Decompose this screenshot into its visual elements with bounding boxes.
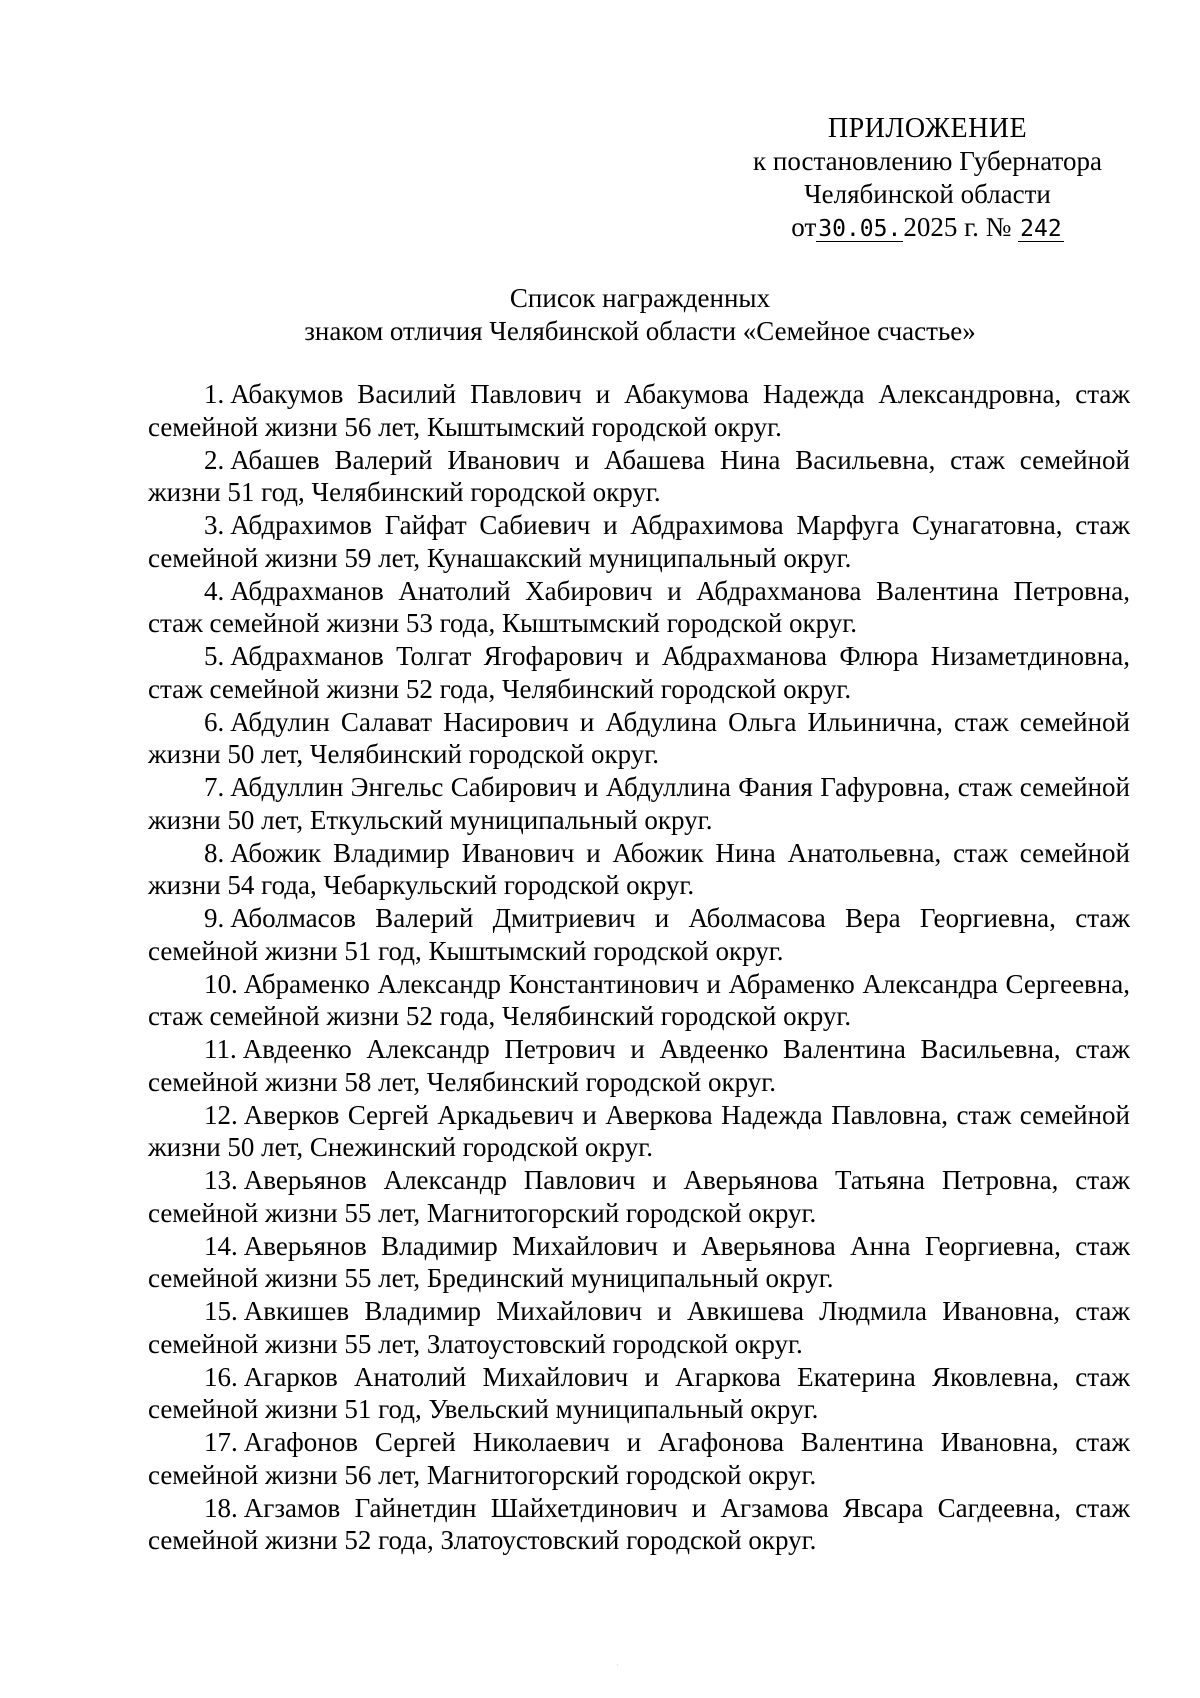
list-item-text: Абдрахимов Гайфат Сабиевич и Абдрахимова Марфуга Сунагатовна, стаж семейной жизни 59 лет, Кунашакский муниципальный округ. — [148, 510, 1130, 573]
list-item — [148, 640, 1130, 705]
list-item — [148, 509, 1130, 574]
date-suffix: 2025 г. № — [903, 212, 1012, 242]
page-dot: · — [616, 1661, 619, 1670]
list-item-text: Абдулин Салават Насирович и Абдулина Ольга Ильинична, стаж семейной жизни 50 лет, Челябинский городской округ. — [148, 706, 1130, 769]
list-item-text: Агафонов Сергей Николаевич и Агафонова Валентина Ивановна, стаж семейной жизни 56 лет, Магнитогорский городской округ. — [148, 1427, 1130, 1490]
list-item — [148, 1099, 1130, 1164]
list-item — [148, 1361, 1130, 1426]
list-item-text: Абдуллин Энгельс Сабирович и Абдуллина Фания Гафуровна, стаж семейной жизни 50 лет, Еткульский муниципальный округ. — [148, 772, 1130, 835]
list-item-number: 12. — [204, 1099, 238, 1130]
appendix-date-line — [735, 211, 1120, 244]
list-item — [148, 706, 1130, 771]
list-item — [148, 902, 1130, 967]
list-item-number: 6. — [204, 706, 225, 737]
list-item — [148, 771, 1130, 836]
list-item — [148, 837, 1130, 902]
list-item-number: 18. — [204, 1492, 238, 1523]
appendix-heading: ПРИЛОЖЕНИЕ — [827, 113, 1028, 144]
list-item — [148, 1230, 1130, 1295]
awardees-list — [148, 378, 1130, 1557]
list-item-number: 14. — [204, 1230, 238, 1261]
list-item-text: Абожик Владимир Иванович и Абожик Нина Анатольевна, стаж семейной жизни 54 года, Чебаркульский городской округ. — [148, 837, 1130, 900]
list-item-text: Агарков Анатолий Михайлович и Агаркова Екатерина Яковлевна, стаж семейной жизни 51 год, Увельский муниципальный округ. — [148, 1361, 1130, 1424]
list-item-text: Агзамов Гайнетдин Шайхетдинович и Агзамова Явсара Сагдеевна, стаж семейной жизни 52 года, Златоустовский городской округ. — [148, 1492, 1130, 1555]
list-item-text: Абакумов Василий Павлович и Абакумова Надежда Александровна, стаж семейной жизни 56 лет, Кыштымский городской округ. — [148, 379, 1130, 442]
list-item-text: Аверков Сергей Аркадьевич и Аверкова Надежда Павловна, стаж семейной жизни 50 лет, Снежинский городской округ. — [148, 1099, 1130, 1162]
list-item — [148, 1426, 1130, 1491]
list-item-number: 17. — [204, 1427, 238, 1457]
date-prefix: от — [791, 212, 817, 242]
list-item — [148, 444, 1130, 509]
list-item-text: Аболмасов Валерий Дмитриевич и Аболмасова Вера Георгиевна, стаж семейной жизни 51 год, Кыштымский городской округ. — [148, 903, 1130, 966]
decree-number: 242 — [1020, 216, 1062, 242]
list-item-text: Авдеенко Александр Петрович и Авдеенко Валентина Васильевна, стаж семейной жизни 58 лет, Челябинский городской округ. — [148, 1034, 1130, 1097]
list-item-number: 15. — [204, 1296, 238, 1326]
appendix-header — [735, 112, 1120, 244]
date-value: 30.05. — [818, 216, 902, 242]
list-item-number: 11. — [204, 1034, 237, 1064]
title-line-2: знаком отличия Челябинской области «Семейное счастье» — [304, 316, 976, 346]
list-item-number: 10. — [204, 968, 238, 999]
appendix-decree-line: к постановлению Губернатора — [753, 146, 1102, 176]
list-item-text: Авкишев Владимир Михайлович и Авкишева Людмила Ивановна, стаж семейной жизни 55 лет, Златоустовский городской округ. — [148, 1296, 1130, 1359]
list-item — [148, 1492, 1130, 1557]
list-item-text: Абдрахманов Толгат Ягофарович и Абдрахманова Флюра Низаметдиновна, стаж семейной жизни 52 года, Челябинский городской округ. — [148, 641, 1130, 704]
list-item-number: 2. — [204, 444, 225, 475]
list-item-number: 4. — [204, 575, 225, 606]
list-item-text: Аверьянов Владимир Михайлович и Аверьянова Анна Георгиевна, стаж семейной жизни 55 лет, Брединский муниципальный округ. — [148, 1230, 1130, 1293]
list-item — [148, 1295, 1130, 1360]
list-item — [148, 968, 1130, 1033]
list-item-text: Абраменко Александр Константинович и Абраменко Александра Сергеевна, стаж семейной жизни 52 года, Челябинский городской округ. — [148, 968, 1130, 1031]
list-item-number: 5. — [204, 641, 225, 671]
list-item-number: 9. — [204, 903, 225, 933]
list-item — [148, 1033, 1130, 1098]
list-item-text: Абдрахманов Анатолий Хабирович и Абдрахманова Валентина Петровна, стаж семейной жизни 53 года, Кыштымский городской округ. — [148, 575, 1130, 638]
list-item — [148, 378, 1130, 443]
list-item-text: Абашев Валерий Иванович и Абашева Нина Васильевна, стаж семейной жизни 51 год, Челябинский городской округ. — [148, 444, 1130, 507]
list-item-number: 16. — [204, 1361, 238, 1392]
appendix-region-line: Челябинской области — [804, 179, 1051, 209]
list-item-number: 1. — [204, 379, 225, 409]
list-item-number: 13. — [204, 1165, 238, 1195]
list-item-text: Аверьянов Александр Павлович и Аверьянова Татьяна Петровна, стаж семейной жизни 55 лет, Магнитогорский городской округ. — [148, 1165, 1130, 1228]
document-title — [150, 282, 1130, 348]
list-item-number: 8. — [204, 837, 225, 868]
title-line-1: Список награжденных — [509, 283, 771, 313]
list-item-number: 3. — [204, 510, 225, 540]
list-item — [148, 1164, 1130, 1229]
list-item — [148, 575, 1130, 640]
list-item-number: 7. — [204, 772, 225, 802]
